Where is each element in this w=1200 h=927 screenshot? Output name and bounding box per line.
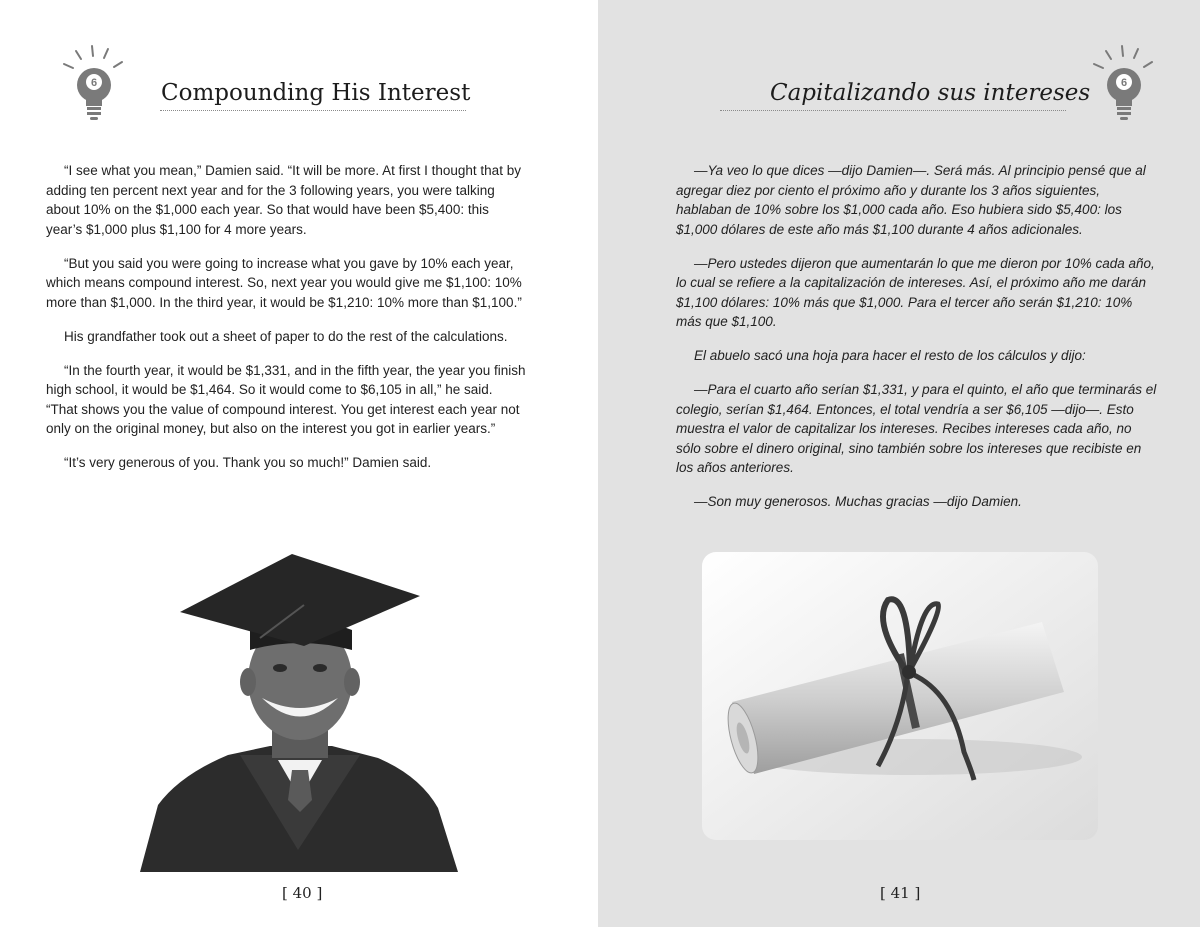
diploma-photo bbox=[702, 552, 1098, 840]
title-rule bbox=[720, 110, 1066, 111]
right-page bbox=[598, 0, 1200, 927]
paragraph: His grandfather took out a sheet of paper to do the rest of the calculations. bbox=[64, 328, 508, 344]
paragraph: —Para el cuarto año serían $1,331, y para el quinto, el año que terminarás el colegio, serían $1,464. Entonces, el total vendría a ser $6,105 —dijo—. Esto muestra el valor de capitalizar los intereses. Recibes intereses cada año, no sólo sobre el dinero original, sino también sobre los intereses que recibiste en los años anteriores. bbox=[676, 382, 1157, 475]
paragraph: “In the fourth year, it would be $1,331, and in the fifth year, the year you finish high school, it would be $1,464. So it would come to $6,105 in all,” he said. “That shows you the value of compound interest. You get interest each year not only on the original money, but also on the interest you got in earlier years.” bbox=[46, 362, 526, 436]
paragraph: El abuelo sacó una hoja para hacer el resto de los cálculos y dijo: bbox=[694, 348, 1086, 363]
paragraph: —Ya veo lo que dices —dijo Damien—. Será más. Al principio pensé que al agregar diez por ciento el próximo año y durante los 3 años siguientes, hablaban de 10% sobre los $1,000 cada año. Eso hubiera sido $5,400: los $1,000 dólares de este año más $1,100 durante 4 años adicionales. bbox=[676, 163, 1146, 237]
lightbulb-icon bbox=[62, 44, 126, 124]
paragraph: “I see what you mean,” Damien said. “It will be more. At first I thought that by adding ten percent next year and for the 3 following years, you were talking about 10% on the $1,000 each year. So that would have been $5,400: this year’s $1,000 plus $1,100 for 4 more years. bbox=[46, 163, 521, 237]
body-text bbox=[676, 161, 1158, 526]
paragraph: “It’s very generous of you. Thank you so much!” Damien said. bbox=[64, 455, 432, 470]
chapter-number: 6 bbox=[90, 77, 98, 89]
left-page bbox=[0, 0, 598, 927]
body-text bbox=[46, 161, 526, 487]
chapter-number: 6 bbox=[1120, 77, 1128, 89]
paragraph: —Pero ustedes dijeron que aumentarán lo que me dieron por 10% cada año, lo cual se refiere a la capitalización de intereses. Así, el próximo año me darán $1,100 dólares: 10% más que $1,000. Para el tercer año serán $1,210: 10% más que $1,100. bbox=[676, 255, 1155, 329]
lightbulb-icon bbox=[1092, 44, 1156, 124]
chapter-title: Compounding His Interest bbox=[161, 80, 471, 106]
title-rule bbox=[160, 110, 466, 111]
graduate-photo bbox=[120, 550, 480, 872]
paragraph: “But you said you were going to increase what you gave by 10% each year, which means compound interest. So, next year you would give me $1,100: 10% more than $1,000. In the third year, it would be $1,210: 10% more than $1,100.” bbox=[46, 255, 522, 310]
page-number: [ 41 ] bbox=[880, 884, 921, 902]
page-number: [ 40 ] bbox=[282, 884, 323, 902]
paragraph: —Son muy generosos. Muchas gracias —dijo Damien. bbox=[694, 494, 1022, 509]
chapter-title: Capitalizando sus intereses bbox=[770, 80, 1091, 106]
